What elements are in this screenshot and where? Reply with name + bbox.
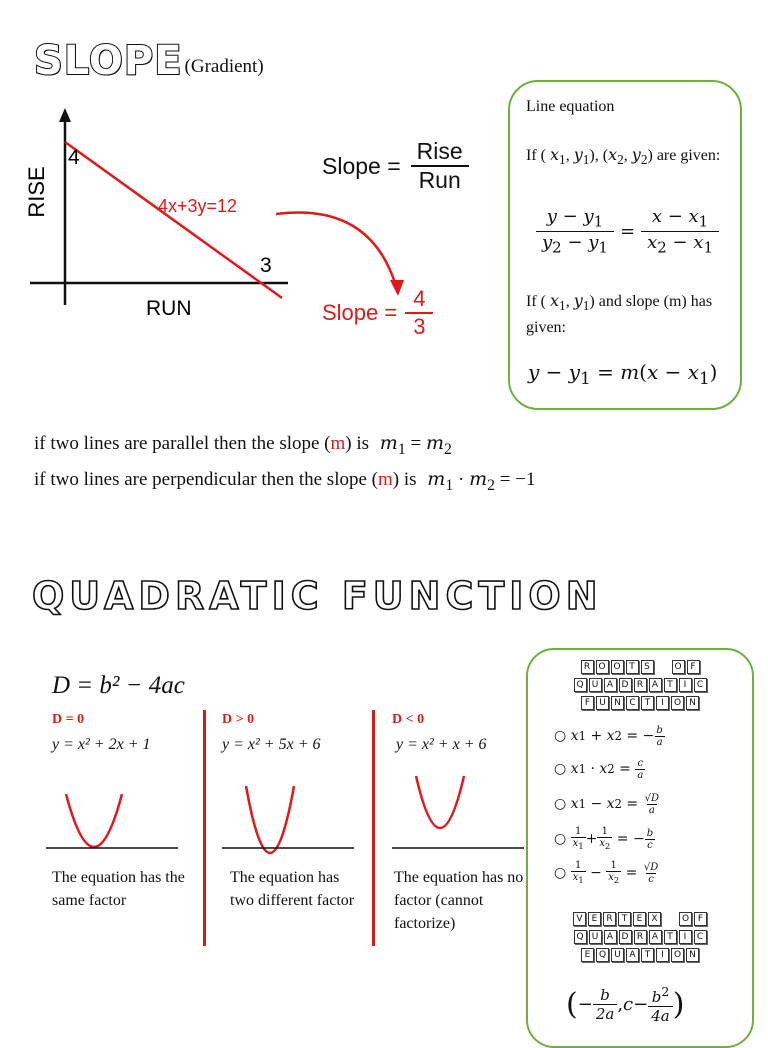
case-label: D = 0 bbox=[52, 712, 85, 727]
letter-tile: I bbox=[679, 930, 692, 944]
case2-pre: If ( bbox=[526, 293, 546, 310]
parallel-close: ) is bbox=[345, 433, 370, 454]
letter-tile: U bbox=[611, 948, 624, 962]
letter-tile: Q bbox=[574, 678, 587, 692]
vertex-formula: ( − $\frac{b}{2a}$ , c − $\frac{b^2}{4a}$ ) bbox=[566, 984, 685, 1024]
letter-tile: F bbox=[694, 912, 707, 926]
line-equation-label: 4x+3y=12 bbox=[158, 196, 238, 216]
parabola-above bbox=[392, 770, 526, 860]
letter-tile: I bbox=[679, 678, 692, 692]
perp-close: ) is bbox=[392, 469, 417, 490]
letter-tile: A bbox=[626, 948, 639, 962]
case-equation: y = x² + x + 6 bbox=[396, 736, 487, 753]
perpendicular-rule: if two lines are perpendicular then the slope (m) is $m_1 \cdot m_2 = -1$ bbox=[34, 468, 536, 494]
case-text: The equation has the same factor bbox=[52, 869, 185, 909]
letter-tile: U bbox=[589, 930, 602, 944]
line-box-case2: If ( $x_1$, $y_1$) and slope (m) has given: bbox=[526, 291, 713, 337]
letter-tile: C bbox=[694, 678, 707, 692]
letter-tile: E bbox=[588, 912, 601, 926]
letter-tile: D bbox=[619, 678, 632, 692]
run-text: Run bbox=[411, 165, 469, 194]
case-text: The equation has no factor (cannot factorize) bbox=[394, 869, 524, 932]
letter-tile: R bbox=[634, 930, 647, 944]
rise-over-run bbox=[409, 138, 471, 194]
parallel-rule: if two lines are parallel then the slope (m) is $m_1 = m_2$ bbox=[34, 432, 452, 458]
run-label: RUN bbox=[146, 297, 192, 320]
letter-tile: V bbox=[573, 912, 586, 926]
rise-label: RISE bbox=[24, 166, 49, 218]
slope-formula bbox=[322, 138, 471, 194]
perp-text: if two lines are perpendicular then the slope ( bbox=[34, 469, 378, 490]
case-label: D > 0 bbox=[222, 712, 255, 727]
bullet-icon: ○ bbox=[554, 865, 567, 881]
letter-tile: N bbox=[686, 948, 699, 962]
case-equation: y = x² + 2x + 1 bbox=[52, 736, 151, 753]
curved-arrow-icon bbox=[270, 200, 410, 300]
rise-text: Rise bbox=[416, 138, 463, 164]
case-label: D < 0 bbox=[392, 712, 425, 727]
letter-tile: O bbox=[671, 696, 684, 710]
letter-tile: T bbox=[664, 678, 677, 692]
case-text: The equation has two different factor bbox=[230, 869, 355, 909]
slope-result-fraction bbox=[405, 286, 433, 340]
slope-result-lhs: Slope = bbox=[322, 300, 398, 325]
letter-tile: A bbox=[604, 678, 617, 692]
parallel-text: if two lines are parallel then the slope ( bbox=[34, 433, 331, 454]
tile-word bbox=[528, 678, 752, 692]
letter-tile: E bbox=[633, 912, 646, 926]
two-point-formula: $\frac{y - y_1}{y_2 - y_1}$ = $\frac{x - x_1}{x_2 - x_1}$ bbox=[536, 206, 719, 256]
bullet-icon: ○ bbox=[554, 728, 567, 744]
difference-of-roots: ○ x 1 − x 2 = $\frac{√D}{a}$ bbox=[554, 792, 660, 816]
case1-pre: If ( bbox=[526, 147, 546, 164]
line-box-title: Line equation bbox=[526, 98, 615, 115]
y-axis-arrow-icon bbox=[59, 108, 71, 122]
letter-tile: E bbox=[581, 948, 594, 962]
slope-graph bbox=[20, 100, 300, 340]
slope-title: SLOPE bbox=[34, 38, 183, 84]
case2-post: ) and slope (m) has given: bbox=[526, 293, 713, 337]
letter-tile: Q bbox=[596, 948, 609, 962]
letter-tile: F bbox=[687, 660, 700, 674]
parabola-touching bbox=[46, 790, 180, 860]
tile-word bbox=[528, 912, 752, 926]
tile-word bbox=[528, 930, 752, 944]
slope-line bbox=[65, 142, 282, 298]
column-divider bbox=[203, 710, 206, 946]
letter-tile: U bbox=[589, 678, 602, 692]
slope-numerator: 4 bbox=[413, 286, 426, 311]
letter-tile: R bbox=[581, 660, 594, 674]
letter-tile: I bbox=[656, 696, 669, 710]
difference-of-reciprocals: ○ $\frac{1}{x_1}$ − $\frac{1}{x_2}$ = $\frac{√D}{c}$ bbox=[554, 860, 659, 885]
letter-tile: R bbox=[634, 678, 647, 692]
parabola-crossing bbox=[222, 780, 356, 860]
letter-tile: I bbox=[656, 948, 669, 962]
letter-tile: D bbox=[619, 930, 632, 944]
slope-result bbox=[322, 286, 433, 340]
root-formulas bbox=[554, 720, 744, 890]
bullet-icon: ○ bbox=[554, 831, 567, 847]
sum-of-roots: ○ x 1 + x 2 = − $\frac{b}{a}$ bbox=[554, 724, 663, 748]
x-intercept-label: 3 bbox=[260, 254, 272, 277]
slope-subtitle: (Gradient) bbox=[184, 56, 264, 77]
vertex-heading bbox=[528, 912, 752, 962]
letter-tile: C bbox=[694, 930, 707, 944]
letter-tile: X bbox=[648, 912, 661, 926]
letter-tile: S bbox=[641, 660, 654, 674]
slope-heading bbox=[34, 28, 264, 84]
letter-tile: T bbox=[641, 696, 654, 710]
product-of-roots: ○ x 1 · x 2 = $\frac{c}{a}$ bbox=[554, 757, 644, 781]
letter-tile: T bbox=[641, 948, 654, 962]
letter-tile: F bbox=[581, 696, 594, 710]
point-slope-formula: $y - y_1 = m(x - x_1)$ bbox=[528, 360, 718, 388]
bullet-icon: ○ bbox=[554, 796, 567, 812]
tile-word bbox=[528, 660, 752, 674]
y-intercept-label: 4 bbox=[68, 146, 80, 169]
letter-tile: O bbox=[672, 660, 685, 674]
letter-tile: N bbox=[611, 696, 624, 710]
quadratic-title: QUADRATIC FUNCTION bbox=[32, 574, 603, 618]
letter-tile: A bbox=[604, 930, 617, 944]
slope-denominator: 3 bbox=[405, 312, 433, 340]
letter-tile: T bbox=[618, 912, 631, 926]
sum-of-reciprocals: ○ $\frac{1}{x_1}$ + $\frac{1}{x_2}$ = − $\frac{b}{c}$ bbox=[554, 826, 654, 851]
case1-post: ) are given: bbox=[647, 147, 721, 164]
letter-tile: A bbox=[649, 930, 662, 944]
bullet-icon: ○ bbox=[554, 761, 567, 777]
letter-tile: C bbox=[626, 696, 639, 710]
line-box-case1: If ( $x_1$, $y_1$), ($x_2$, $y_2$) are given: bbox=[526, 145, 721, 168]
letter-tile: O bbox=[671, 948, 684, 962]
letter-tile: T bbox=[626, 660, 639, 674]
column-divider bbox=[372, 710, 375, 946]
letter-tile: T bbox=[664, 930, 677, 944]
letter-tile: O bbox=[596, 660, 609, 674]
perp-m: m bbox=[378, 469, 393, 490]
letter-tile: Q bbox=[574, 930, 587, 944]
tile-word bbox=[528, 948, 752, 962]
slope-formula-lhs: Slope = bbox=[322, 152, 401, 179]
parallel-m: m bbox=[330, 433, 346, 454]
roots-heading bbox=[528, 660, 752, 710]
case-equation: y = x² + 5x + 6 bbox=[222, 736, 321, 753]
letter-tile: R bbox=[603, 912, 616, 926]
letter-tile: O bbox=[611, 660, 624, 674]
letter-tile: N bbox=[686, 696, 699, 710]
letter-tile: U bbox=[596, 696, 609, 710]
tile-word bbox=[528, 696, 752, 710]
letter-tile: O bbox=[679, 912, 692, 926]
discriminant-formula: D = b² − 4ac bbox=[52, 672, 185, 699]
letter-tile: A bbox=[649, 678, 662, 692]
